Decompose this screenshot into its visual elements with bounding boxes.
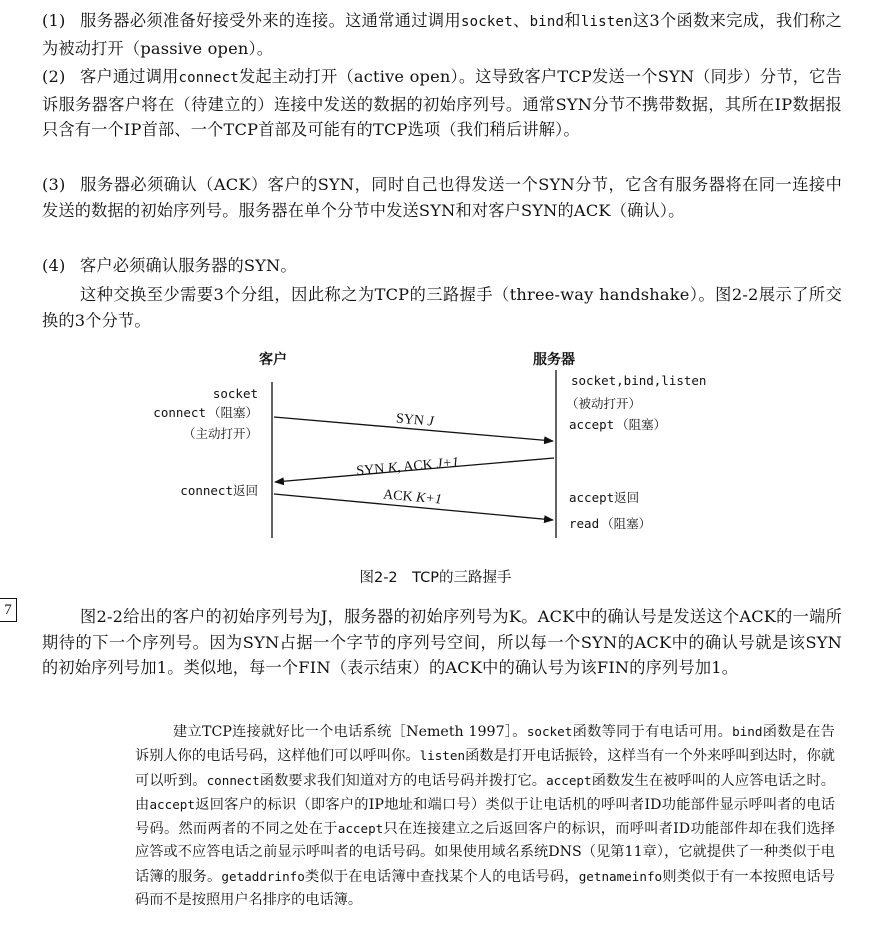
client-header: 客户 xyxy=(259,352,287,368)
paragraph-step-2: (2) 客户通过调用connect发起主动打开（active open）。这导致客户TCP发送一个SYN（同步）分节，它告诉服务器客户将在（待建立的）连接中发送的数据的初始序列号。通常SYN分节不携带数据，其所在IP数据报只含有一个IP首部、一个TCP首部及可能有的TCP选项（我们稍后讲解）。 xyxy=(42,64,842,143)
server-label-passive-open: （被动打开） xyxy=(566,396,642,411)
paragraph-summary: 这种交换至少需要3个分组，因此称之为TCP的三路握手（three-way handshake）。图2-2展示了所交换的3个分节。 xyxy=(42,285,842,330)
telephone-analogy-note: 建立TCP连接就好比一个电话系统［Nemeth 1997］。socket函数等同于有电话可用。bind函数是在告诉别人你的电话号码，这样他们可以呼叫你。listen函数是打开电话振铃，这样当有一个外来呼叫到达时，你就可以听到。connect函数要求我们知道对方的电话号码并拨打它。accept函数发生在被呼叫的人应答电话之时。由accept返回客户的标识（即客户的IP地址和端口号）类似于让电话机的呼叫者ID功能部件显示呼叫者的电话号码。然而两者的不同之处在于accept只在连接建立之后返回客户的标识，而呼叫者ID功能部件却在我们选择应答或不应答电话之前显示呼叫者的电话号码。如果使用域名系统DNS（见第11章），它就提供了一种类似于电话簿的服务。getaddrinfo类似于在电话簿中查找某个人的电话号码，getnameinfo则类似于有一本按照电话号码而不是按照用户名排序的电话簿。 xyxy=(135,724,835,909)
server-label-socket-bind-listen: socket,bind,listen xyxy=(571,373,707,388)
server-header: 服务器 xyxy=(533,352,575,368)
figure-caption: 图2-2 TCP的三路握手 xyxy=(359,570,512,586)
message-ack: ACK K+1 xyxy=(382,487,443,508)
page-marker: 7 xyxy=(0,598,17,622)
server-label-read: read （阻塞） xyxy=(569,516,652,531)
server-label-accept: accept （阻塞） xyxy=(569,417,667,432)
paragraph-step-4: (4) 客户必须确认服务器的SYN。 xyxy=(42,253,842,279)
paragraph-sequence-numbers: 图2-2给出的客户的初始序列号为J，服务器的初始序列号为K。ACK中的确认号是发送这个ACK的一端所期待的下一个序列号。因为SYN占据一个字节的序列号空间，所以每一个SYN的ACK中的确认号就是该SYN的初始序列号加1。类似地，每一个FIN（表示结束）的ACK中的确认号为该FIN的序列号加1。 xyxy=(42,607,842,677)
paragraph-step-3: (3) 服务器必须确认（ACK）客户的SYN，同时自己也得发送一个SYN分节，它含有服务器将在同一连接中发送的数据的初始序列号。服务器在单个分节中发送SYN和对客户SYN的ACK（确认）。 xyxy=(42,172,842,223)
code-socket: socket xyxy=(461,14,513,30)
client-label-socket: socket xyxy=(212,386,258,401)
server-label-accept-return: accept返回 xyxy=(569,490,640,505)
step-number: (2) xyxy=(42,67,66,86)
message-syn-ack: SYN K, ACK J+1 xyxy=(355,455,460,480)
step-number: (4) xyxy=(42,256,66,275)
step-number: (3) xyxy=(42,175,66,194)
code-listen: listen xyxy=(580,14,633,30)
client-label-connect: connect （阻塞） xyxy=(153,405,258,420)
step-number: (1) xyxy=(42,11,66,30)
three-way-handshake-diagram xyxy=(0,340,871,560)
paragraph-step-1: (1) 服务器必须准备好接受外来的连接。这通常通过调用socket、bind和listen这3个函数来完成，我们称之为被动打开（passive open）。 xyxy=(42,8,842,61)
code-connect: connect xyxy=(178,70,239,86)
message-syn: SYN J xyxy=(395,411,435,430)
client-label-active-open: （主动打开） xyxy=(182,426,258,441)
code-bind: bind xyxy=(529,14,565,30)
client-label-connect-return: connect返回 xyxy=(180,483,258,498)
